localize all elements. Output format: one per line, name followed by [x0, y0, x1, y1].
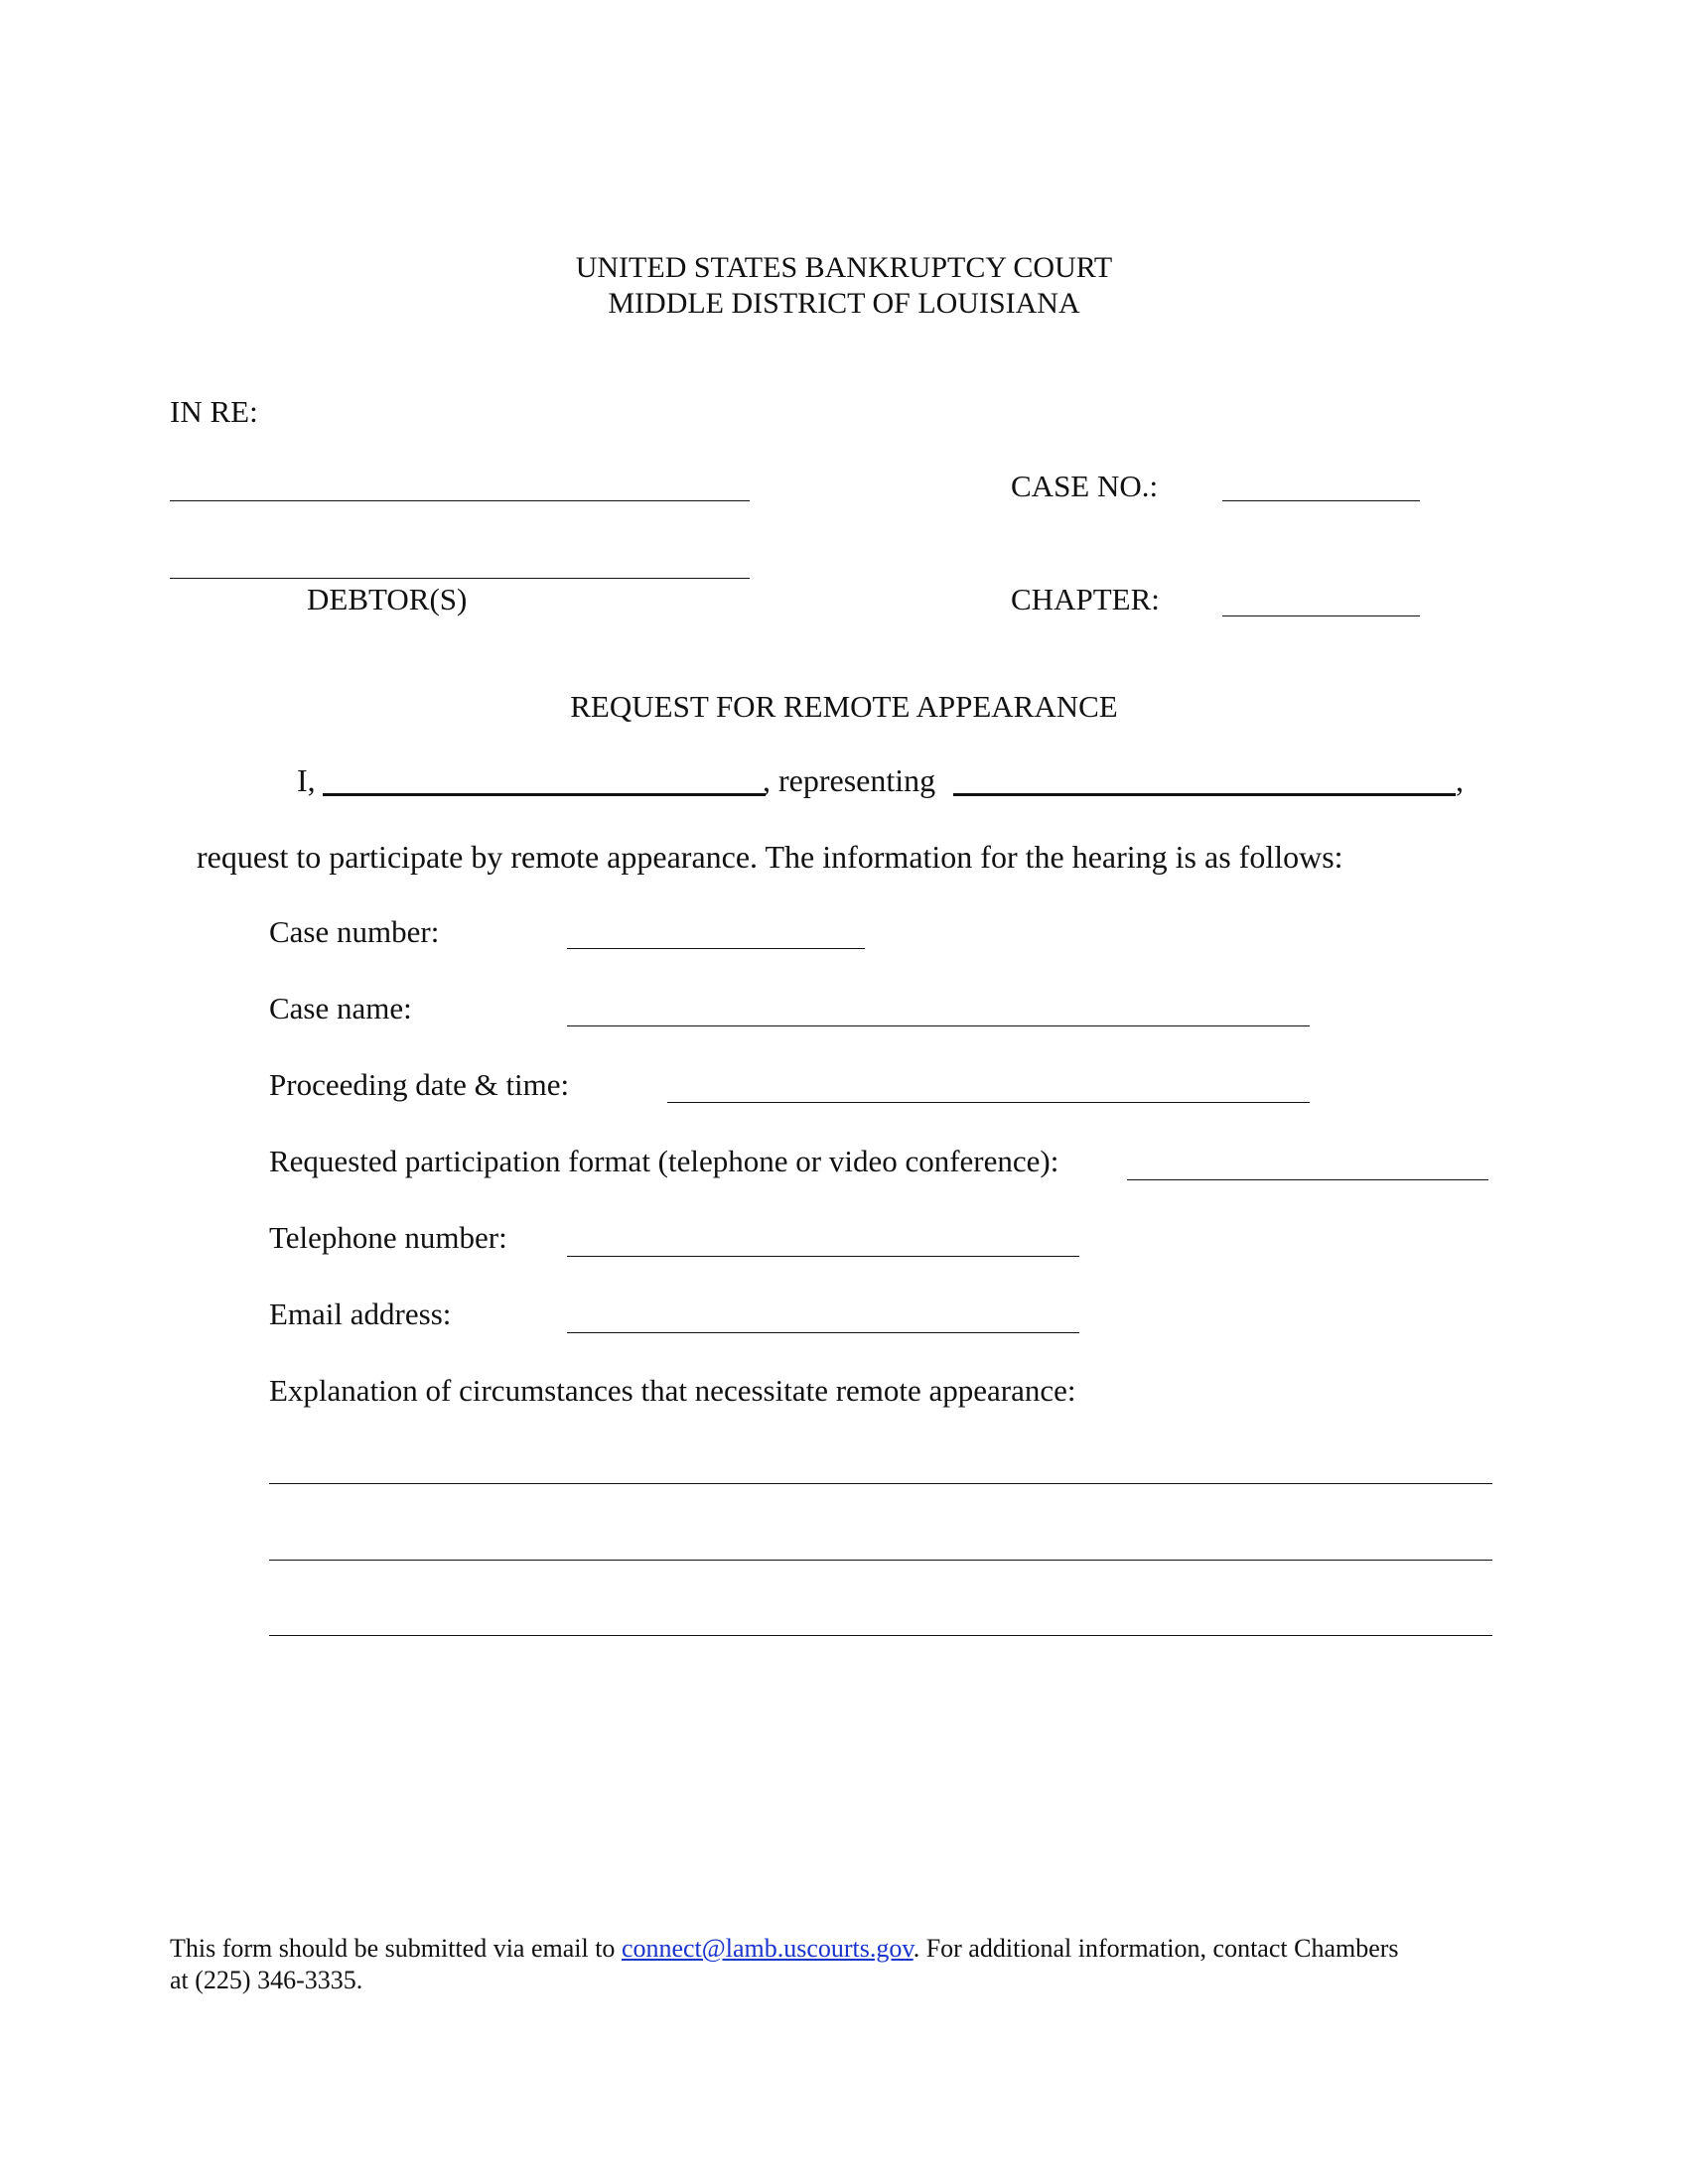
debtors-label: DEBTOR(S): [307, 582, 468, 616]
case-name-field[interactable]: [567, 1025, 1310, 1026]
explanation-line-3[interactable]: [269, 1635, 1492, 1636]
intro-representing: , representing: [763, 762, 936, 798]
participation-format-field[interactable]: [1127, 1179, 1488, 1180]
proceeding-datetime-label: Proceeding date & time:: [269, 1067, 570, 1102]
chapter-field[interactable]: [1222, 615, 1420, 616]
explanation-line-1[interactable]: [269, 1483, 1492, 1484]
footer-text-after-email: . For additional information, contact Chambers: [913, 1934, 1399, 1963]
explanation-label: Explanation of circumstances that necessitate remote appearance:: [269, 1373, 1076, 1408]
attorney-name-field[interactable]: [323, 793, 766, 796]
case-no-label: CASE NO.:: [1011, 469, 1159, 503]
case-no-field[interactable]: [1222, 500, 1420, 501]
footer-text-before-email: This form should be submitted via email to: [170, 1934, 622, 1963]
telephone-field[interactable]: [567, 1256, 1079, 1257]
explanation-line-2[interactable]: [269, 1560, 1492, 1561]
email-link[interactable]: connect@lamb.uscourts.gov: [621, 1934, 914, 1963]
intro-comma: ,: [1456, 762, 1464, 798]
case-number-label: Case number:: [269, 914, 440, 949]
debtor-name-line-1[interactable]: [170, 500, 750, 501]
district-name: MIDDLE DISTRICT OF LOUISIANA: [608, 287, 1080, 320]
case-name-label: Case name:: [269, 991, 412, 1025]
proceeding-datetime-field[interactable]: [667, 1102, 1310, 1103]
party-represented-field[interactable]: [953, 793, 1456, 796]
footer-line-2: at (225) 346-3335.: [170, 1966, 363, 1994]
intro-request: request to participate by remote appearance. The information for the hearing is as follows:: [197, 839, 1343, 875]
telephone-label: Telephone number:: [269, 1220, 507, 1255]
court-name: UNITED STATES BANKRUPTCY COURT: [575, 251, 1113, 284]
participation-format-label: Requested participation format (telephone or video conference):: [269, 1144, 1059, 1178]
chapter-label: CHAPTER:: [1011, 582, 1160, 616]
debtor-name-line-2[interactable]: [170, 578, 750, 579]
intro-i: I,: [297, 762, 316, 798]
form-title: REQUEST FOR REMOTE APPEARANCE: [570, 689, 1118, 724]
email-field[interactable]: [567, 1332, 1079, 1333]
email-label: Email address:: [269, 1297, 452, 1331]
case-number-field[interactable]: [567, 948, 865, 949]
in-re-label: IN RE:: [170, 394, 258, 429]
footer-line-1: [170, 1933, 1399, 1965]
